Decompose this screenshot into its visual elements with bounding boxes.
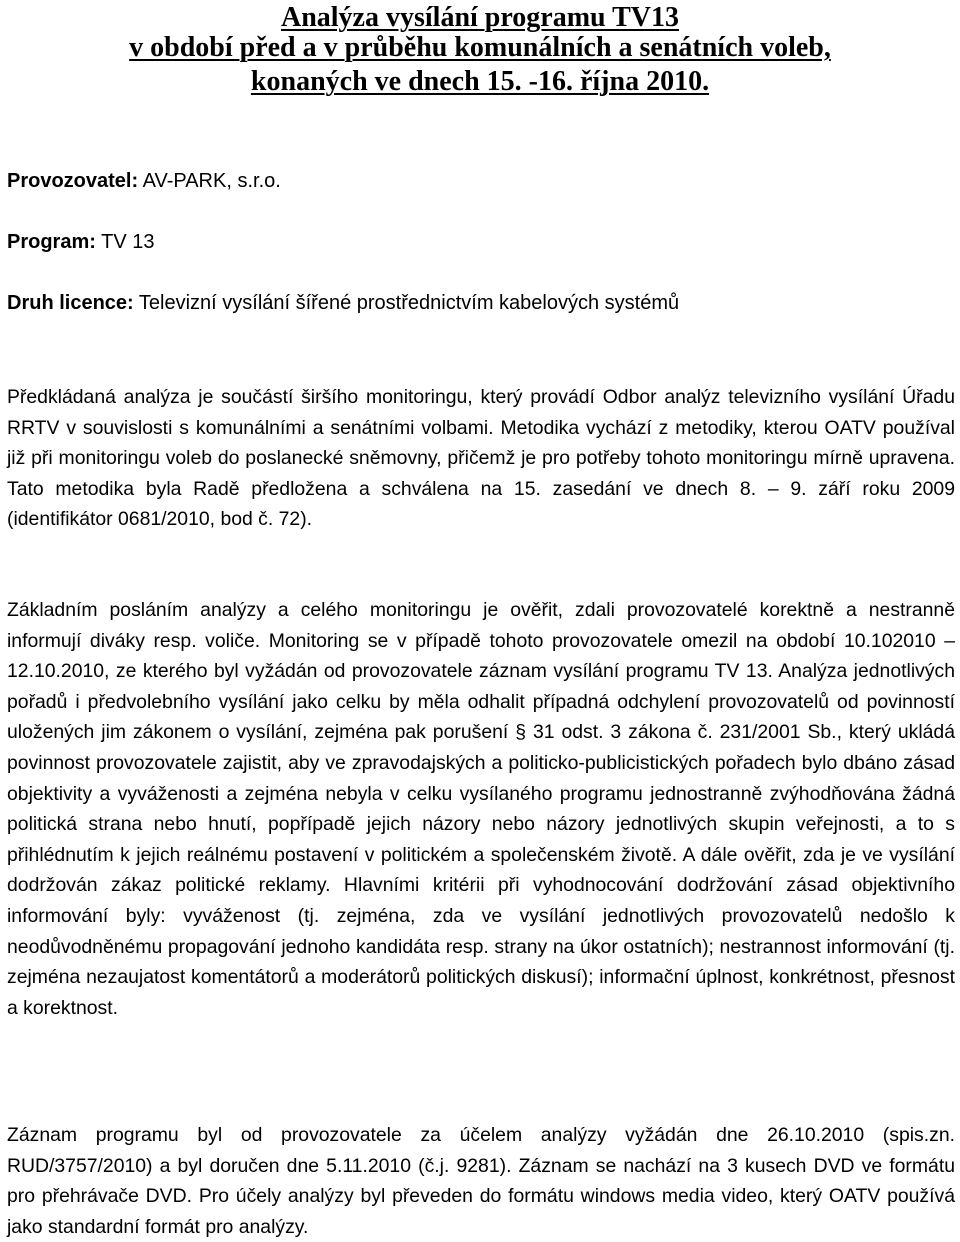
operator-value: AV-PARK, s.r.o. [138,170,281,192]
paragraph-purpose: Základním posláním analýzy a celého monitoringu je ověřit, zdali provozovatelé korektně a nestranně informují diváky resp. voliče. Monitoring se v případě tohoto provozovatele omezil na období 10.102010 – 12.10.2010, ze kterého byl vyžádán od provozovatele záznam vysílání programu TV 13. Analýza jednotlivých pořadů i předvolebního vysílání jako celku by měla odhalit případná odchylení provozovatelů od povinností uložených jim zákonem o vysílání, zejména pak porušení § 31 odst. 3 zákona č. 231/2001 Sb., který ukládá povinnost provozovatele zajistit, aby ve zpravodajských a politicko-publicistických pořadech bylo dbáno zásad objektivity a vyváženosti a zejména nebyla v celku vysílaného programu jednostranně zvýhodňována žádná politická strana nebo hnutí, popřípadě jejich názory nebo názory jednotlivých skupin veřejnosti, a to s přihlédnutím k jejich reálnému postavení v politickém a společenském životě. A dále ověřit, zda je ve vysílání dodržován zákaz politické reklamy. Hlavními kritérii při vyhodnocování dodržování zásad objektivního informování byly: vyváženost (tj. zejména, zda ve vysílání jednotlivých provozovatelů nedošlo k neodůvodněnému propagování jednoho kandidáta resp. strany na úkor ostatních); nestrannost informování (tj. zejména nezaujatost komentátorů a moderátorů politických diskusí); informační úplnost, konkrétnost, přesnost a korektnost. [7,599,955,1019]
document-title-line-3 [0,64,960,100]
program-label: Program: [7,231,96,253]
license-line [7,290,679,316]
title-text-3: konaných ve dnech 15. -16. října 2010. [250,66,710,97]
license-value: Televizní vysílání šířené prostřednictvím kabelových systémů [133,292,680,314]
operator-line [7,168,281,194]
title-text-2: v období před a v průběhu komunálních a senátních voleb, [129,32,831,63]
license-label: Druh licence: [7,292,134,314]
operator-label: Provozovatel: [7,170,139,192]
title-text-1: Analýza vysílání programu TV13 [280,2,679,33]
document-title-line-2 [0,30,960,66]
program-line [7,229,154,255]
paragraph-record: Záznam programu byl od provozovatele za účelem analýzy vyžádán dne 26.10.2010 (spis.zn. RUD/3757/2010) a byl doručen dne 5.11.2010 (č.j. 9281). Záznam se nachází na 3 kusech DVD ve formátu pro přehrávače DVD. Pro účely analýzy byl převeden do formátu windows media video, který OATV používá jako standardní formát pro analýzy. [7,1124,955,1238]
program-value: TV 13 [95,231,155,253]
paragraph-intro: Předkládaná analýza je součástí širšího monitoringu, který provádí Odbor analýz televizního vysílání Úřadu RRTV v souvislosti s komunálními a senátními volbami. Metodika vychází z metodiky, kterou OATV používal již při monitoringu voleb do poslanecké sněmovny, přičemž je pro potřeby tohoto monitoringu mírně upravena. Tato metodika byla Radě předložena a schválena na 15. zasedání ve dnech 8. – 9. září roku 2009 (identifikátor 0681/2010, bod č. 72). [7,386,955,531]
